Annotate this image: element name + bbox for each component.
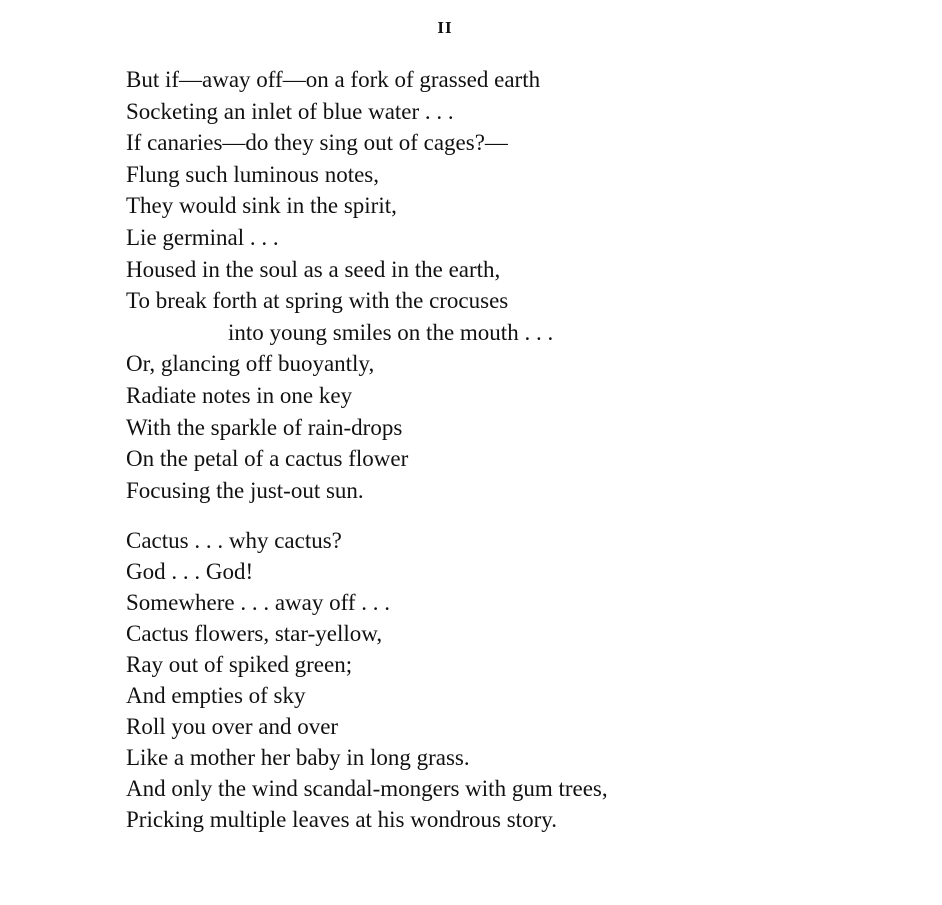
- poem-line: Roll you over and over: [126, 714, 339, 739]
- poem-line: With the sparkle of rain-drops: [126, 414, 403, 440]
- poem-line: But if—away off—on a fork of grassed earth: [126, 67, 541, 92]
- poem-line-indented: into young smiles on the mouth . . .: [228, 319, 554, 345]
- poem-line: Lie germinal . . .: [126, 224, 279, 250]
- stanza-2: [126, 525, 608, 835]
- poem-line: Or, glancing off buoyantly,: [126, 351, 375, 377]
- stanza-1: [126, 64, 553, 506]
- poem-line: Flung such luminous notes,: [126, 161, 380, 187]
- poem-line: On the petal of a cactus flower: [126, 446, 409, 472]
- poem-line: Socketing an inlet of blue water . . .: [126, 98, 454, 124]
- poem-line: And empties of sky: [126, 683, 306, 708]
- poem-line: If canaries—do they sing out of cages?—: [126, 130, 508, 156]
- poem-line: God . . . God!: [126, 559, 254, 584]
- poem-line: Ray out of spiked green;: [126, 652, 353, 677]
- poem-line: And only the wind scandal-mongers with gum trees,: [126, 776, 608, 801]
- poem-line: Cactus . . . why cactus?: [126, 528, 342, 553]
- poem-line: Like a mother her baby in long grass.: [126, 745, 470, 770]
- poem-line: Somewhere . . . away off . . .: [126, 590, 391, 615]
- poem-line: To break forth at spring with the crocuses: [126, 288, 509, 314]
- poem-line: They would sink in the spirit,: [126, 193, 397, 219]
- poem-line: Focusing the just-out sun.: [126, 477, 364, 503]
- poem-line: Pricking multiple leaves at his wondrous story.: [126, 807, 557, 832]
- poem-line: Cactus flowers, star-yellow,: [126, 621, 383, 646]
- section-numeral: II: [437, 18, 453, 37]
- poem-line: Housed in the soul as a seed in the earth,: [126, 256, 501, 282]
- poem-line: Radiate notes in one key: [126, 382, 353, 408]
